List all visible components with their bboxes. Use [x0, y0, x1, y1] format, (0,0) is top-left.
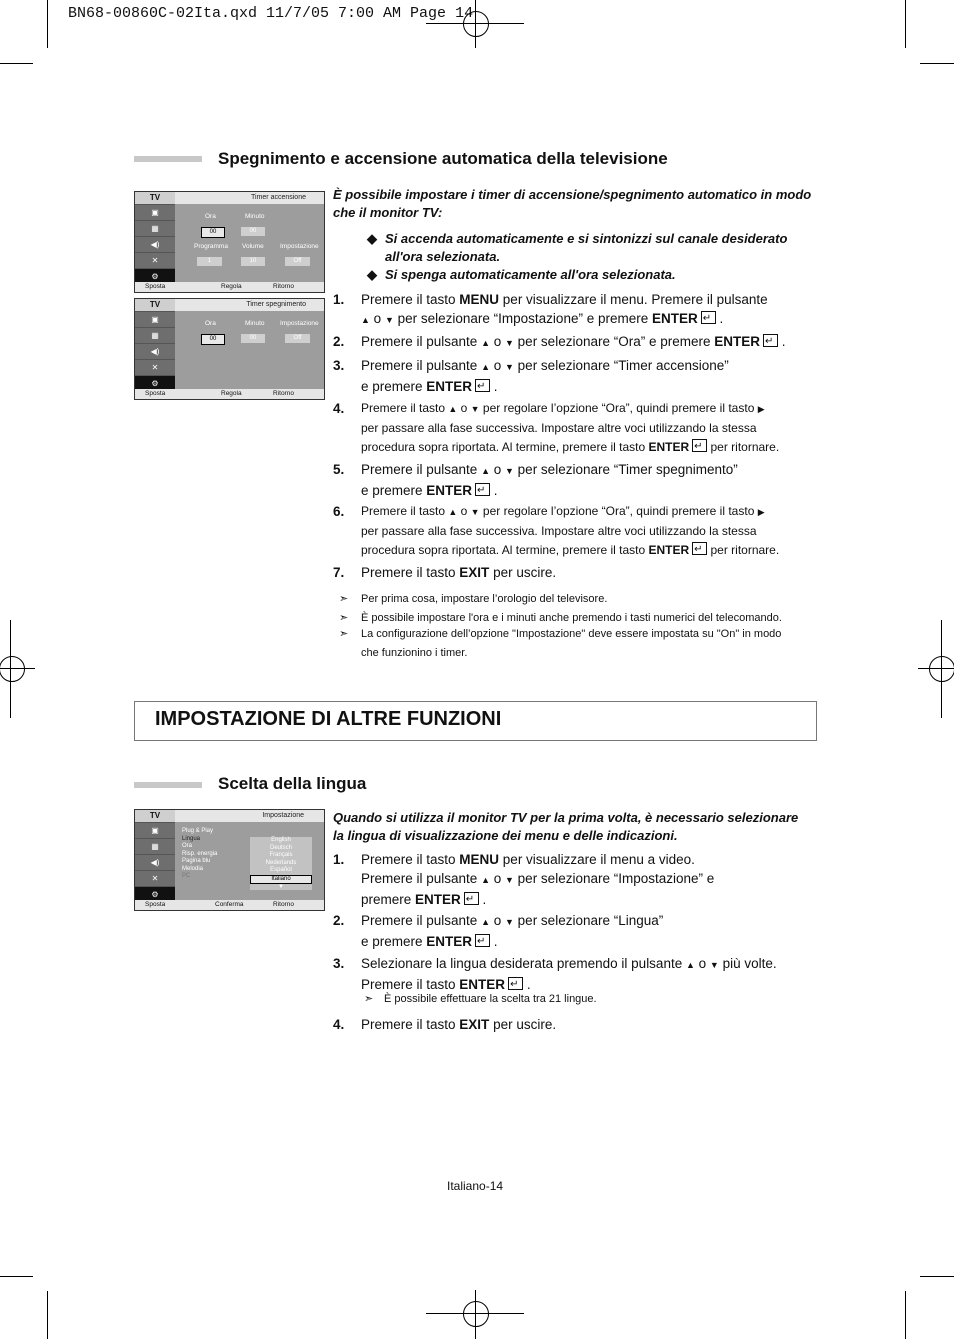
key-label: ENTER — [714, 334, 761, 349]
registration-mark — [426, 1313, 524, 1314]
step-number: 7. — [333, 565, 345, 580]
down-arrow-icon: ▼ — [709, 960, 719, 970]
down-arrow-icon: ▼ — [505, 917, 514, 927]
step-text: Selezionare la lingua desiderata premendo il pulsante — [361, 956, 686, 971]
step-item: 2. Premere il pulsante ▲ o ▼ per selezionare “Lingua” e premere ENTER↵ . — [361, 911, 811, 951]
osd-tv-label: TV — [135, 810, 175, 822]
step-text: per uscire. — [489, 1017, 557, 1032]
chevron-down-icon: ▼ — [278, 884, 284, 890]
down-arrow-icon: ▼ — [470, 507, 480, 517]
setup-icon: ⚙ — [135, 269, 175, 284]
input-icon: ✕ — [135, 360, 175, 375]
osd-footer-adjust: Regola — [221, 390, 242, 397]
channel-icon: ▦ — [135, 328, 175, 343]
step-item — [333, 399, 821, 457]
note-text: È possibile effettuare la scelta tra 21 lingue. — [384, 993, 597, 1005]
banner-title: IMPOSTAZIONE DI ALTRE FUNZIONI — [155, 708, 502, 730]
down-arrow-icon: ▼ — [505, 338, 514, 348]
osd-menu-item: Risp. energia — [182, 850, 218, 857]
step-text: per selezionare “Ora” e premere — [513, 334, 715, 349]
section2-intro: Quando si utilizza il monitor TV per la prima volta, è necessario selezionare la lingua di visualizzazione dei menu e delle indicazioni. — [333, 810, 799, 843]
osd-footer-return: Ritorno — [273, 901, 294, 908]
enter-icon — [475, 379, 490, 392]
step-text: Premere il tasto — [361, 977, 460, 992]
bullet-item — [367, 230, 815, 266]
picture-icon: ▣ — [135, 205, 175, 220]
key-label: ENTER — [459, 977, 506, 992]
crop-mark — [47, 1291, 48, 1339]
up-arrow-icon: ▲ — [685, 960, 695, 970]
step-text: per selezionare “Timer accensione” — [513, 358, 729, 373]
step-item — [333, 563, 811, 582]
step-text: o — [694, 956, 710, 971]
osd-language-item: Español — [270, 867, 292, 873]
osd-label: Volume — [242, 243, 264, 250]
step-text: per passare alla fase successiva. Impostare altre voci utilizzando la stessa — [361, 421, 757, 435]
note-arrow-icon: ➣ — [339, 628, 349, 640]
osd-hour-field: 00 — [201, 227, 225, 238]
step-text: premere — [361, 892, 416, 907]
step-text: Premere il pulsante — [361, 334, 482, 349]
osd-minute-field: 00 — [241, 227, 265, 236]
channel-icon: ▦ — [135, 839, 175, 854]
enter-icon — [475, 483, 490, 496]
heading-bar — [134, 156, 202, 162]
enter-icon — [692, 542, 707, 555]
osd-label: Minuto — [245, 213, 265, 220]
step-text: per regolare l’opzione “Ora”, quindi premere il tasto — [479, 401, 758, 415]
file-slug: BN68-00860C-02Ita.qxd 11/7/05 7:00 AM Page 14 — [68, 5, 474, 22]
up-arrow-icon: ▲ — [361, 315, 370, 325]
step-text: o — [489, 462, 505, 477]
step-text: più volte. — [718, 956, 777, 971]
note-item — [339, 626, 821, 642]
step-number: 1. — [333, 292, 345, 307]
heading-bar — [134, 782, 202, 788]
note-item — [339, 610, 821, 626]
osd-label: Minuto — [245, 320, 265, 327]
step-text: o — [489, 913, 505, 928]
step-text: Premere il tasto — [361, 401, 449, 415]
osd-setting-field: Off — [285, 257, 310, 266]
key-label: ENTER — [426, 483, 473, 498]
step-text: o — [369, 311, 385, 326]
section1-intro: È possibile impostare i timer di accensione/spegnimento automatico in modo che il monitor TV: — [333, 187, 812, 220]
osd-language — [134, 809, 325, 911]
step-item: 5. Premere il pulsante ▲ o ▼ per selezionare “Timer spegnimento” e premere ENTER↵ . — [361, 460, 811, 500]
step-text: Premere il pulsante — [361, 913, 482, 928]
step-number: 2. — [333, 334, 345, 349]
note-item — [361, 645, 821, 661]
setup-icon: ⚙ — [135, 887, 175, 902]
up-arrow-icon: ▲ — [481, 362, 490, 372]
osd-label: Ora — [205, 213, 216, 220]
section2-title: Scelta della lingua — [218, 774, 367, 793]
step-text: Premere il tasto — [361, 504, 449, 518]
osd-language-item-selected: Italiano — [250, 875, 312, 885]
key-label: EXIT — [459, 565, 490, 580]
bullet-text: Si accenda automaticamente e si sintonizzi sul canale desiderato all'ora selezionata. — [385, 231, 788, 264]
sound-icon: ◀) — [135, 855, 175, 870]
step-text: Premere il tasto — [361, 292, 460, 307]
key-label: MENU — [459, 292, 500, 307]
step-number: 3. — [333, 956, 345, 971]
diamond-bullet-icon: ◆ — [367, 267, 377, 282]
osd-language-item: Français — [269, 852, 293, 858]
osd-hour-field: 00 — [201, 334, 225, 345]
crop-mark — [47, 0, 48, 48]
enter-icon — [475, 934, 490, 947]
key-label: ENTER — [648, 440, 690, 454]
step-text: e premere — [361, 483, 427, 498]
down-arrow-icon: ▼ — [505, 362, 514, 372]
note-text: La configurazione dell’opzione "Impostazione" deve essere impostata su "On" in modo — [361, 628, 782, 640]
key-label: MENU — [459, 852, 500, 867]
step-text: Premere il pulsante — [361, 462, 482, 477]
note-item — [364, 991, 784, 1007]
enter-icon — [692, 439, 707, 452]
crop-mark — [0, 1276, 33, 1277]
osd-label: Ora — [205, 320, 216, 327]
picture-icon: ▣ — [135, 823, 175, 838]
osd-footer-return: Ritorno — [273, 283, 294, 290]
channel-icon: ▦ — [135, 221, 175, 236]
step-text: per selezionare “Impostazione” e premere — [393, 311, 652, 326]
step-text: Premere il pulsante — [361, 871, 482, 886]
crop-mark — [905, 0, 906, 48]
crop-mark — [920, 1276, 954, 1277]
osd-tv-label: TV — [135, 299, 175, 311]
key-label: ENTER — [651, 311, 698, 326]
step-text: o — [489, 334, 505, 349]
step-text: o — [457, 401, 471, 415]
osd-tv-label: TV — [135, 192, 175, 204]
osd-footer-move: Sposta — [145, 390, 166, 397]
step-number: 3. — [333, 358, 345, 373]
right-arrow-icon: ▶ — [757, 507, 765, 517]
osd-setting-field: Off — [285, 334, 310, 343]
osd-label: Impostazione — [280, 243, 319, 250]
step-text: per visualizzare il menu. Premere il pulsante — [499, 292, 768, 307]
note-text: Per prima cosa, impostare l’orologio del televisore. — [361, 593, 608, 605]
osd-title: Timer accensione — [251, 194, 306, 201]
osd-program-field: 1 — [197, 257, 222, 266]
step-text: o — [457, 504, 471, 518]
section1-title: Spegnimento e accensione automatica della televisione — [218, 149, 668, 168]
registration-mark — [929, 656, 954, 682]
osd-timer-off — [134, 298, 325, 400]
bullet-item — [367, 266, 815, 284]
step-text: o — [489, 871, 505, 886]
step-text: per regolare l’opzione “Ora”, quindi premere il tasto — [479, 504, 758, 518]
step-text: per selezionare “Lingua” — [513, 913, 664, 928]
step-number: 2. — [333, 913, 345, 928]
note-text: che funzionino i timer. — [361, 647, 468, 659]
step-text: per selezionare “Impostazione” e — [513, 871, 715, 886]
note-item — [339, 591, 821, 607]
step-text: per ritornare. — [707, 440, 780, 454]
registration-mark — [0, 656, 25, 682]
osd-language-item: English — [271, 837, 291, 843]
osd-title: Impostazione — [262, 812, 304, 819]
step-number: 4. — [333, 401, 345, 416]
registration-mark — [426, 23, 524, 24]
registration-mark — [918, 668, 954, 669]
step-item: 1. Premere il tasto MENU per visualizzare il menu. Premere il pulsante ▲ o ▼ per selezionare “Impostazione” e premere ENTER↵ . — [361, 290, 811, 330]
crop-mark — [920, 63, 954, 64]
setup-icon: ⚙ — [135, 376, 175, 391]
enter-icon — [464, 892, 479, 905]
step-text: procedura sopra riportata. Al termine, premere il tasto — [361, 543, 649, 557]
down-arrow-icon: ▼ — [505, 466, 514, 476]
bullet-text: Si spenga automaticamente all'ora selezionata. — [385, 267, 676, 282]
osd-menu-item: Melodia — [182, 865, 204, 872]
key-label: ENTER — [426, 379, 473, 394]
osd-menu-item: Ora — [182, 843, 193, 849]
osd-volume-field: 10 — [241, 257, 265, 266]
step-text: per selezionare “Timer spegnimento” — [513, 462, 738, 477]
enter-icon — [763, 334, 778, 347]
step-text: Premere il tasto — [361, 565, 460, 580]
input-icon: ✕ — [135, 871, 175, 886]
enter-icon — [701, 311, 716, 324]
key-label: ENTER — [415, 892, 461, 907]
note-arrow-icon: ➣ — [339, 593, 349, 605]
diamond-bullet-icon: ◆ — [367, 231, 377, 246]
step-text: o — [489, 358, 505, 373]
down-arrow-icon: ▼ — [384, 315, 394, 325]
osd-timer-on — [134, 191, 325, 293]
osd-footer-confirm: Conferma — [215, 901, 244, 908]
key-label: ENTER — [426, 934, 473, 949]
step-text: Premere il pulsante — [361, 358, 482, 373]
sound-icon: ◀) — [135, 237, 175, 252]
down-arrow-icon: ▼ — [470, 404, 480, 414]
step-text: e premere — [361, 379, 427, 394]
osd-minute-field: 00 — [241, 334, 265, 343]
step-item: 3. Premere il pulsante ▲ o ▼ per selezionare “Timer accensione” e premere ENTER↵ . — [361, 356, 811, 396]
step-text: per passare alla fase successiva. Impostare altre voci utilizzando la stessa — [361, 524, 757, 538]
up-arrow-icon: ▲ — [481, 875, 490, 885]
step-text: procedura sopra riportata. Al termine, premere il tasto — [361, 440, 649, 454]
enter-icon — [508, 977, 523, 990]
step-number: 4. — [333, 1017, 345, 1032]
step-text: per ritornare. — [707, 543, 780, 557]
osd-menu-item: PC — [182, 873, 191, 879]
osd-language-item: Nederlands — [265, 859, 297, 866]
osd-footer-move: Sposta — [145, 901, 166, 908]
step-text: per uscire. — [489, 565, 557, 580]
picture-icon: ▣ — [135, 312, 175, 327]
note-text: È possibile impostare l'ora e i minuti anche premendo i tasti numerici del telecomando. — [361, 612, 782, 624]
step-item — [333, 502, 821, 560]
note-arrow-icon: ➣ — [339, 612, 349, 624]
up-arrow-icon: ▲ — [448, 404, 458, 414]
step-text: Premere il tasto — [361, 852, 460, 867]
osd-menu-item: Lingua — [182, 835, 201, 842]
step-number: 1. — [333, 852, 345, 867]
osd-footer-adjust: Regola — [221, 283, 242, 290]
up-arrow-icon: ▲ — [481, 466, 490, 476]
osd-menu-list — [182, 828, 217, 881]
page-footer: Italiano-14 — [447, 1179, 504, 1193]
sound-icon: ◀) — [135, 344, 175, 359]
step-text: e premere — [361, 934, 427, 949]
up-arrow-icon: ▲ — [481, 338, 490, 348]
step-text: Premere il tasto — [361, 1017, 460, 1032]
section-banner — [134, 701, 817, 741]
step-item: 2. Premere il pulsante ▲ o ▼ per selezionare “Ora” e premere ENTER↵ . — [361, 332, 811, 353]
right-arrow-icon: ▶ — [757, 404, 765, 414]
osd-title: Timer spegnimento — [246, 301, 306, 308]
crop-mark — [905, 1291, 906, 1339]
up-arrow-icon: ▲ — [448, 507, 458, 517]
crop-mark — [0, 63, 33, 64]
up-arrow-icon: ▲ — [481, 917, 490, 927]
osd-language-list — [250, 837, 312, 890]
registration-mark — [0, 668, 35, 669]
osd-footer-return: Ritorno — [273, 390, 294, 397]
osd-footer-move: Sposta — [145, 283, 166, 290]
osd-language-item: Deutsch — [269, 844, 292, 851]
osd-menu-item: Plug & Play — [182, 828, 214, 834]
input-icon: ✕ — [135, 253, 175, 268]
step-text: per visualizzare il menu a video. — [499, 852, 695, 867]
note-arrow-icon: ➣ — [364, 993, 374, 1005]
step-number: 6. — [333, 504, 345, 519]
step-number: 5. — [333, 462, 345, 477]
osd-label: Programma — [194, 243, 228, 250]
registration-mark — [463, 1301, 489, 1327]
step-item: 1. Premere il tasto MENU per visualizzare il menu a video. Premere il pulsante ▲ o ▼ per selezionare “Impostazione” e premere ENTER↵ . — [361, 850, 811, 909]
osd-label: Impostazione — [280, 320, 319, 327]
step-item: 3. Selezionare la lingua desiderata premendo il pulsante ▲ o ▼ più volte. Premere il tasto ENTER↵ . — [361, 954, 821, 994]
step-item — [333, 1015, 811, 1034]
osd-menu-item: Pagina blu — [182, 858, 211, 864]
key-label: EXIT — [459, 1017, 490, 1032]
down-arrow-icon: ▼ — [505, 875, 514, 885]
key-label: ENTER — [648, 543, 690, 557]
